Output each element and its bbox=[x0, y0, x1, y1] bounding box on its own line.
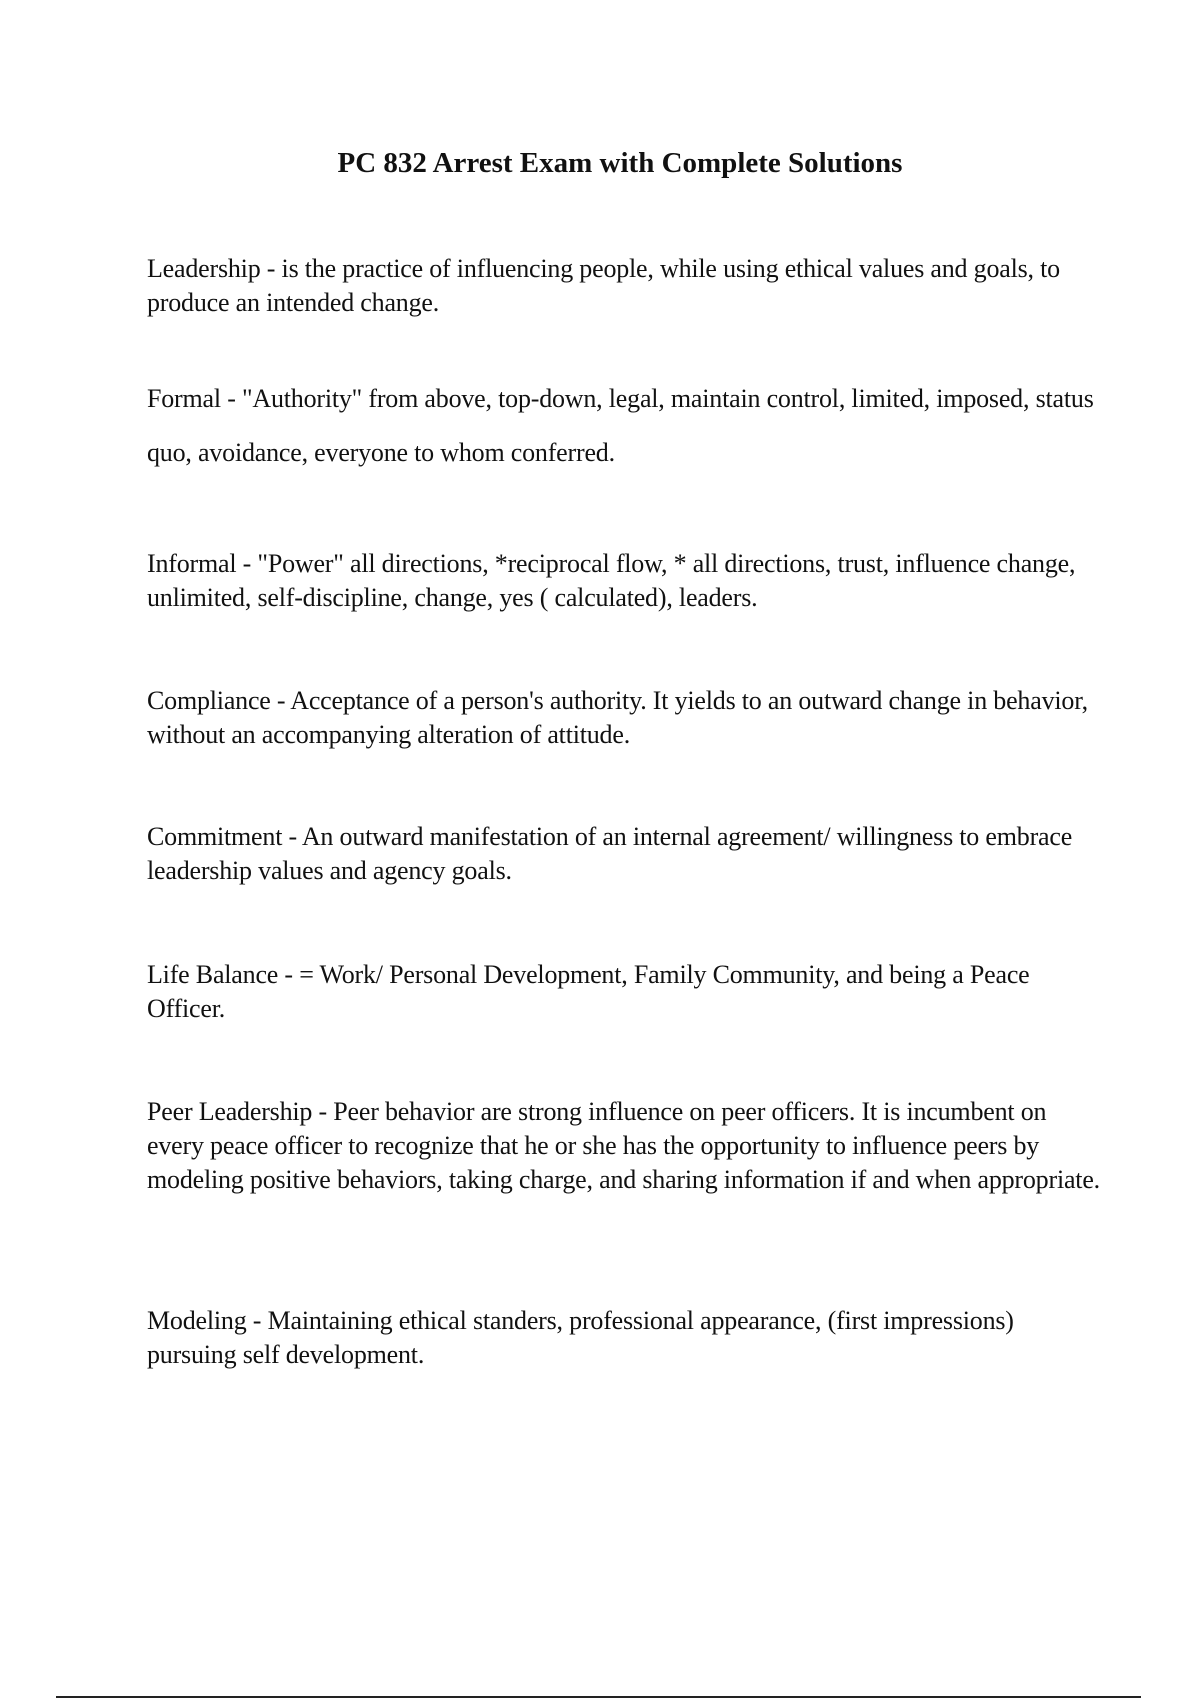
definition-commitment: Commitment - An outward manifestation of an internal agreement/ willingness to embrace leadership values and agency goals. bbox=[147, 822, 1073, 885]
document-title: PC 832 Arrest Exam with Complete Solutions bbox=[337, 147, 903, 179]
definition-modeling: Modeling - Maintaining ethical standers, professional appearance, (first impressions) pursuing self development. bbox=[147, 1306, 1014, 1369]
definition-life-balance: Life Balance - = Work/ Personal Development, Family Community, and being a Peace Officer. bbox=[147, 960, 1030, 1023]
definition-peer-leadership: Peer Leadership - Peer behavior are strong influence on peer officers. It is incumbent on every peace officer to recognize that he or she has the opportunity to influence peers by modeling positive behaviors, taking charge, and sharing information if and when appropriate. bbox=[147, 1097, 1100, 1194]
definition-formal: Formal - "Authority" from above, top-down, legal, maintain control, limited, imposed, status quo, avoidance, everyone to whom conferred. bbox=[147, 384, 1094, 467]
footer-divider bbox=[56, 1696, 1141, 1698]
definition-informal: Informal - "Power" all directions, *reciprocal flow, * all directions, trust, influence change, unlimited, self-discipline, change, yes ( calculated), leaders. bbox=[147, 549, 1076, 612]
definition-leadership: Leadership - is the practice of influencing people, while using ethical values and goals, to produce an intended change. bbox=[147, 254, 1060, 317]
definition-compliance: Compliance - Acceptance of a person's authority. It yields to an outward change in behavior, without an accompanying alteration of attitude. bbox=[147, 686, 1088, 749]
